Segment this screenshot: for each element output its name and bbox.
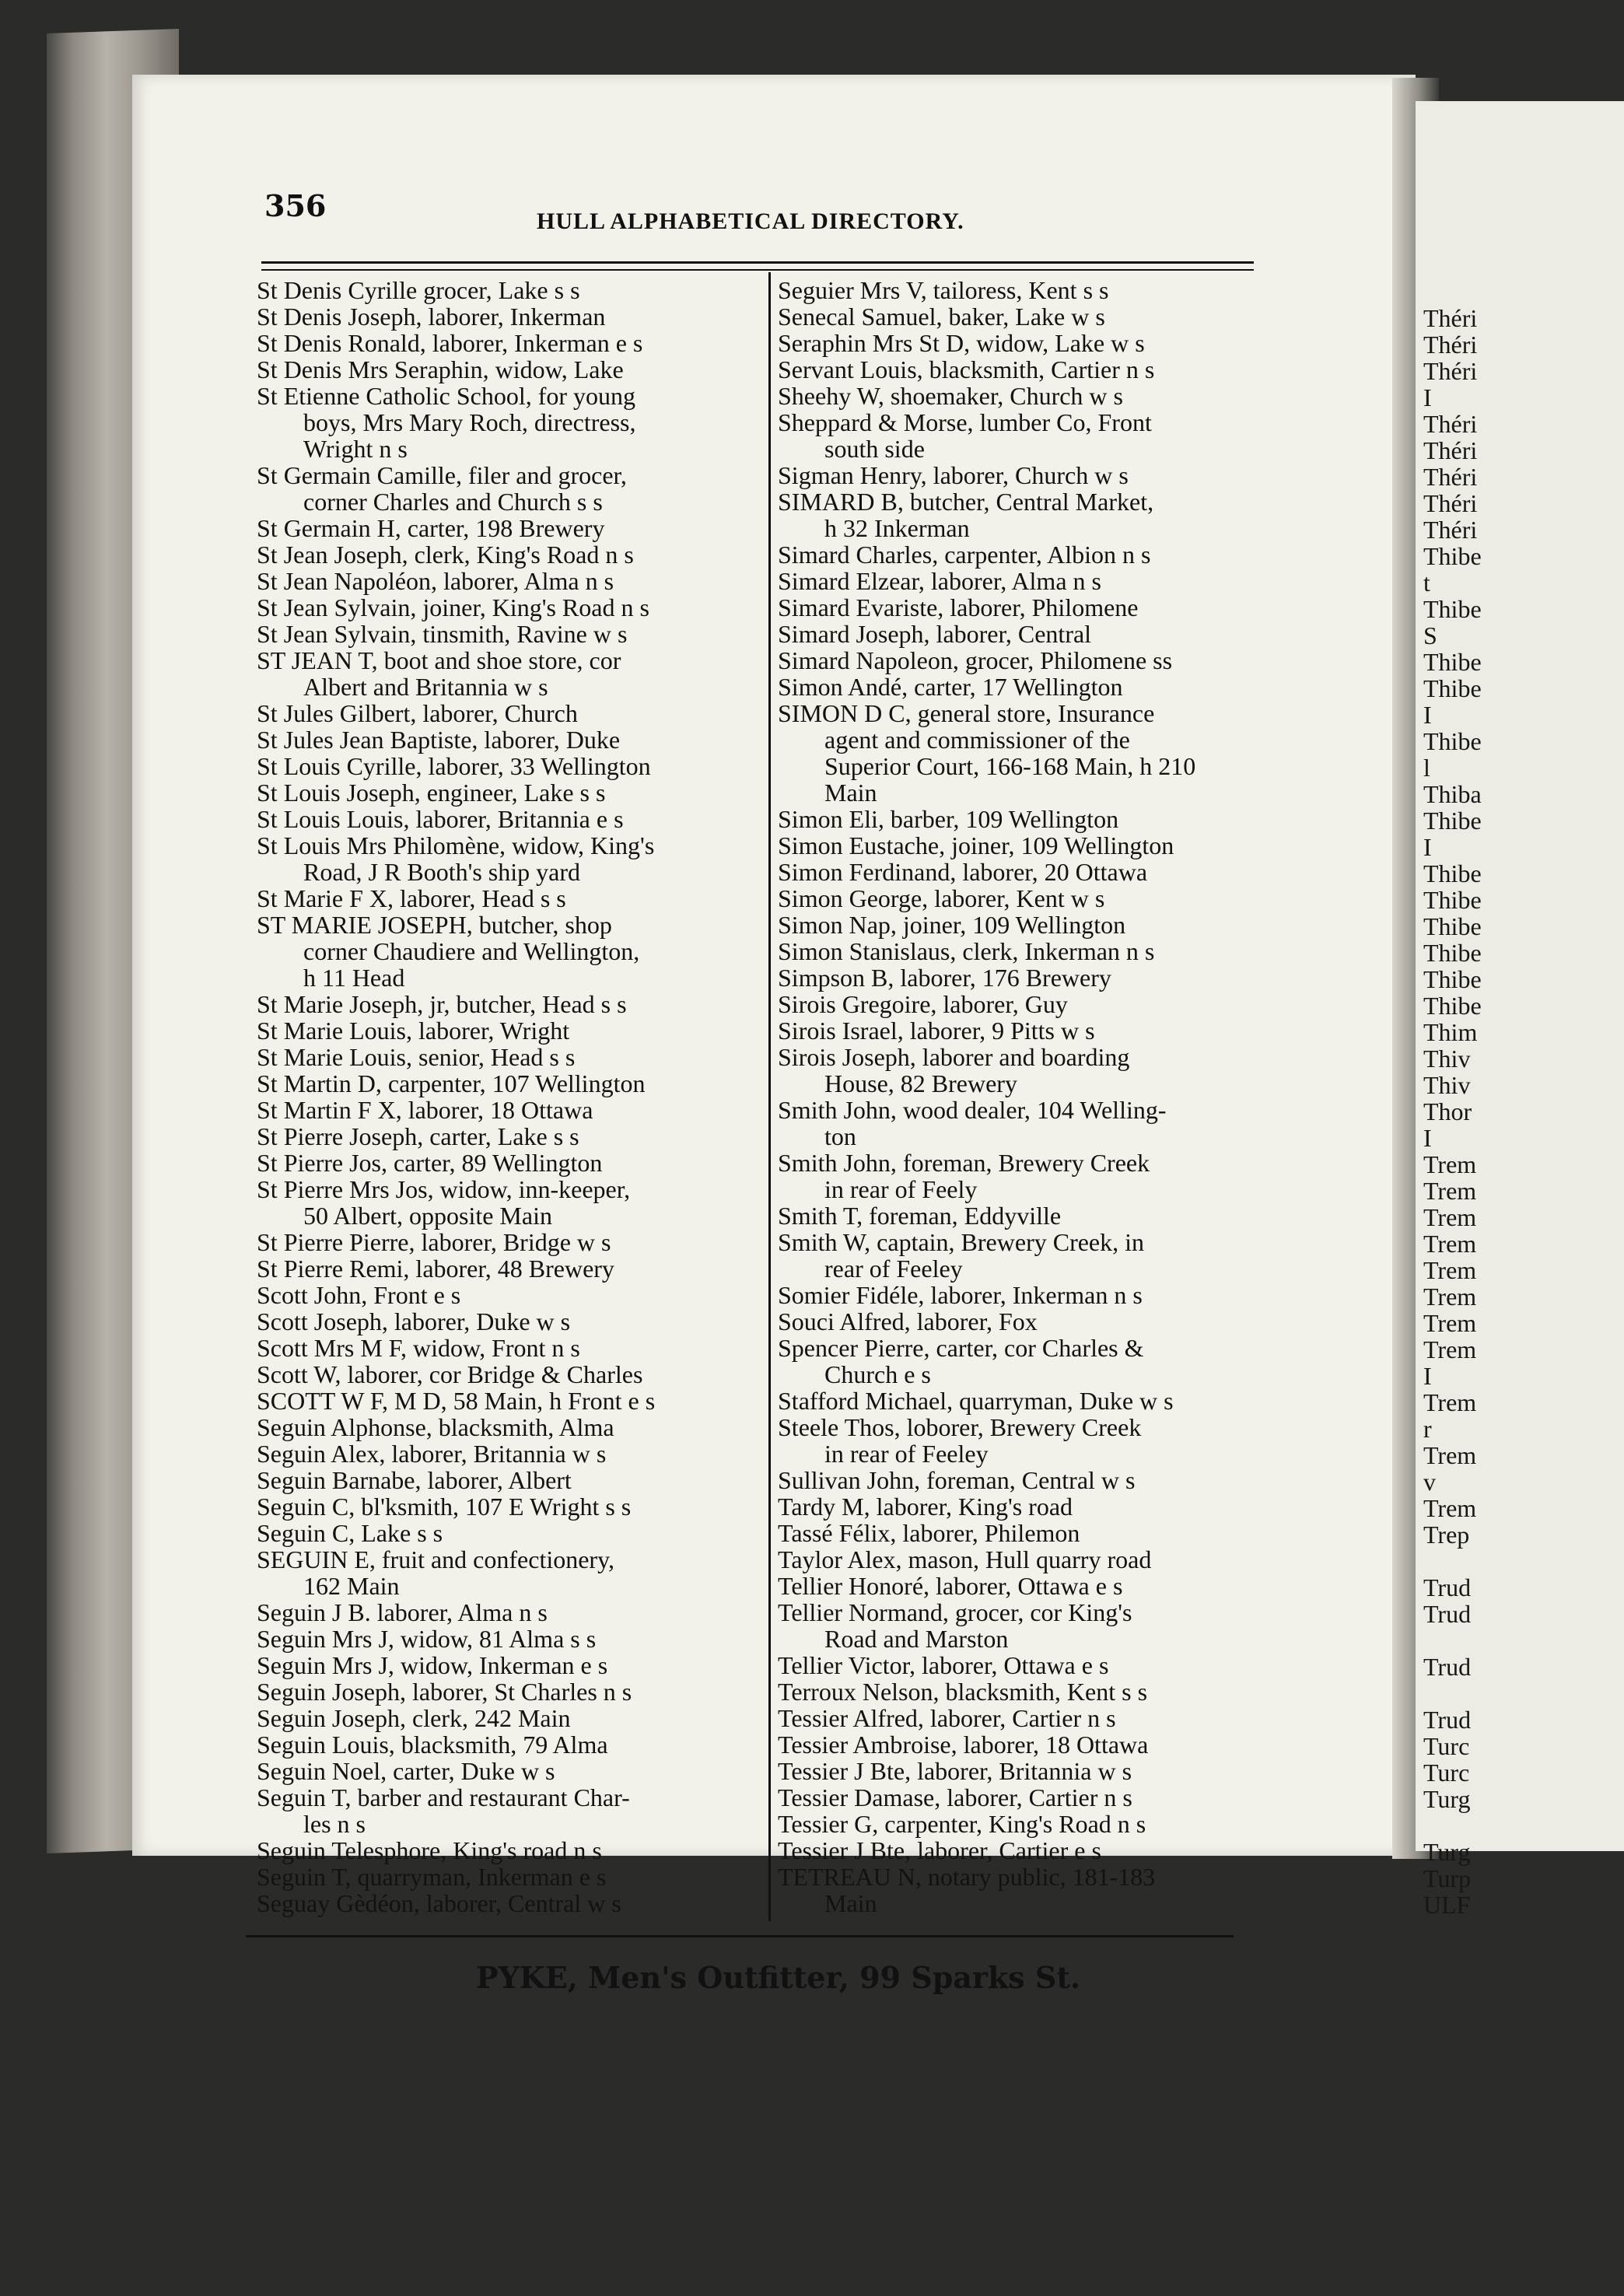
facing-page-line: I: [1423, 701, 1432, 729]
entry-text: St Germain H, carter, 198 Brewery: [257, 514, 605, 542]
entry-text: Seguin T, barber and restaurant Char-: [257, 1783, 630, 1811]
entry-text: Tessier Alfred, laborer, Cartier n s: [778, 1704, 1116, 1732]
directory-entry: [778, 1546, 1260, 1573]
facing-page-line: I: [1423, 1362, 1432, 1390]
facing-page-line: Turg: [1423, 1785, 1471, 1813]
facing-page-line: Thiv: [1423, 1071, 1471, 1099]
directory-entry: [257, 621, 754, 647]
facing-page-line: Trem: [1423, 1335, 1477, 1363]
directory-entry: [778, 1388, 1260, 1414]
entry-continuation: agent and commissioner of the: [824, 726, 1130, 754]
facing-page-line: Thibe: [1423, 542, 1482, 570]
header-rule-bottom: [261, 269, 1254, 271]
entry-text: Tassé Félix, laborer, Philemon: [778, 1519, 1080, 1547]
entry-text: Servant Louis, blacksmith, Cartier n s: [778, 355, 1155, 383]
directory-entry: [778, 1520, 1260, 1546]
directory-entry: [257, 1388, 754, 1414]
facing-page-line: Thibe: [1423, 595, 1482, 623]
facing-page-line: I: [1423, 1124, 1432, 1152]
directory-entry: [257, 912, 754, 991]
facing-page-line: Thibe: [1423, 939, 1482, 967]
entry-text: St Etienne Catholic School, for young: [257, 382, 636, 410]
entry-text: SEGUIN E, fruit and confectionery,: [257, 1545, 614, 1573]
entry-text: St Pierre Mrs Jos, widow, inn-keeper,: [257, 1175, 631, 1203]
entry-text: Taylor Alex, mason, Hull quarry road: [778, 1545, 1152, 1573]
entry-text: Seguin C, bl'ksmith, 107 E Wright s s: [257, 1493, 632, 1521]
directory-entry: [257, 832, 754, 885]
directory-entry: [778, 303, 1260, 330]
directory-entry: [778, 938, 1260, 964]
directory-entry: [778, 832, 1260, 859]
entry-text: St Martin F X, laborer, 18 Ottawa: [257, 1096, 593, 1124]
facing-page-line: Turc: [1423, 1732, 1470, 1760]
directory-entry: [257, 1546, 754, 1599]
directory-entry: [257, 1123, 754, 1150]
directory-entry: [778, 277, 1260, 303]
right-column: [778, 277, 1260, 1916]
entry-text: St Jean Joseph, clerk, King's Road n s: [257, 541, 634, 569]
facing-page-line: Turg: [1423, 1838, 1471, 1866]
entry-continuation: Wright n s: [303, 435, 408, 463]
facing-page-line: Thibe: [1423, 886, 1482, 914]
entry-text: Tessier Ambroise, laborer, 18 Ottawa: [778, 1731, 1149, 1759]
facing-page-line: [1423, 1627, 1482, 1654]
directory-entry: [778, 1017, 1260, 1044]
directory-entry: [257, 1705, 754, 1731]
entry-text: Sigman Henry, laborer, Church w s: [778, 461, 1129, 489]
directory-entry: [778, 1097, 1260, 1150]
facing-page-line: Thibe: [1423, 912, 1482, 940]
directory-entry: [778, 1150, 1260, 1202]
entry-text: St Louis Cyrille, laborer, 33 Wellington: [257, 752, 651, 780]
entry-text: Seguay Gèdéon, laborer, Central w s: [257, 1889, 621, 1917]
footer-advertisement: PYKE, Men's Outfitter, 99 Sparks St.: [476, 1960, 1081, 1995]
facing-page-line: Trep: [1423, 1521, 1470, 1549]
directory-entry: [778, 1837, 1260, 1864]
directory-entry: [257, 1150, 754, 1176]
directory-entry: [257, 1176, 754, 1229]
entry-text: Tessier J Bte, laborer, Britannia w s: [778, 1757, 1132, 1785]
entry-text: St Marie Joseph, jr, butcher, Head s s: [257, 990, 627, 1018]
entry-text: Seguin Telesphore, King's road n s: [257, 1836, 602, 1864]
entry-text: Scott John, Front e s: [257, 1281, 461, 1309]
entry-text: Seguin Louis, blacksmith, 79 Alma: [257, 1731, 608, 1759]
entry-text: Simard Napoleon, grocer, Philomene ss: [778, 646, 1173, 674]
entry-continuation: Albert and Britannia w s: [303, 673, 548, 701]
directory-entry: [778, 647, 1260, 674]
directory-entry: [778, 1229, 1260, 1282]
facing-page-line: I: [1423, 383, 1432, 411]
facing-page-line: Théri: [1423, 516, 1478, 544]
entry-text: Simard Joseph, laborer, Central: [778, 620, 1092, 648]
directory-entry: [257, 1731, 754, 1758]
facing-page-line: Thibe: [1423, 965, 1482, 993]
directory-entry: [257, 806, 754, 832]
directory-entry: [778, 859, 1260, 885]
directory-entry: [778, 409, 1260, 462]
facing-page-line: Trud: [1423, 1600, 1472, 1628]
directory-entry: [257, 1520, 754, 1546]
directory-entry: [778, 674, 1260, 700]
directory-entry: [257, 1864, 754, 1890]
directory-entry: [778, 1573, 1260, 1599]
directory-entry: [257, 1599, 754, 1626]
facing-page-line: Trem: [1423, 1203, 1477, 1231]
directory-entry: [778, 885, 1260, 912]
entry-continuation: rear of Feeley: [824, 1255, 963, 1283]
entry-continuation: in rear of Feeley: [824, 1440, 989, 1468]
facing-page-line: S: [1423, 621, 1437, 649]
directory-entry: [778, 621, 1260, 647]
directory-entry: [257, 1097, 754, 1123]
facing-page-line: Théri: [1423, 331, 1478, 359]
facing-page-line: Théri: [1423, 357, 1478, 385]
facing-page-line: Trem: [1423, 1256, 1477, 1284]
facing-page-line: Trud: [1423, 1706, 1472, 1734]
directory-entry: [778, 330, 1260, 356]
entry-text: SIMARD B, butcher, Central Market,: [778, 488, 1154, 516]
directory-entry: [257, 541, 754, 568]
directory-entry: [257, 991, 754, 1017]
entry-text: St Denis Ronald, laborer, Inkerman e s: [257, 329, 643, 357]
directory-entry: [778, 1678, 1260, 1705]
facing-page-line: Thibe: [1423, 674, 1482, 702]
entry-text: ST JEAN T, boot and shoe store, cor: [257, 646, 621, 674]
entry-text: Smith W, captain, Brewery Creek, in: [778, 1228, 1145, 1256]
directory-entry: [778, 383, 1260, 409]
entry-text: Simon Eustache, joiner, 109 Wellington: [778, 831, 1174, 859]
entry-continuation: Main: [824, 779, 877, 807]
facing-page-line: Trud: [1423, 1653, 1472, 1681]
directory-entry: [257, 885, 754, 912]
entry-continuation: corner Chaudiere and Wellington,: [303, 937, 640, 965]
entry-text: Seguin T, quarryman, Inkerman e s: [257, 1863, 607, 1891]
directory-entry: [778, 568, 1260, 594]
entry-continuation: Road and Marston: [824, 1625, 1009, 1653]
directory-entry: [778, 1202, 1260, 1229]
entry-text: Souci Alfred, laborer, Fox: [778, 1307, 1038, 1335]
directory-entry: [778, 1044, 1260, 1097]
entry-text: St Pierre Remi, laborer, 48 Brewery: [257, 1255, 614, 1283]
entry-continuation: Church e s: [824, 1360, 931, 1388]
entry-text: Seguin Joseph, laborer, St Charles n s: [257, 1678, 632, 1706]
facing-page-line: Trem: [1423, 1230, 1477, 1258]
entry-continuation: House, 82 Brewery: [824, 1069, 1017, 1097]
facing-page-line: Thiba: [1423, 780, 1482, 808]
directory-entry: [778, 1652, 1260, 1678]
directory-entry: [778, 462, 1260, 488]
entry-text: Sheehy W, shoemaker, Church w s: [778, 382, 1123, 410]
left-column: [257, 277, 754, 1916]
entry-continuation: ton: [824, 1122, 856, 1150]
directory-entry: [257, 1626, 754, 1652]
running-head: HULL ALPHABETICAL DIRECTORY.: [537, 208, 964, 234]
facing-page-line: Thibe: [1423, 992, 1482, 1020]
entry-text: St Pierre Joseph, carter, Lake s s: [257, 1122, 579, 1150]
directory-entry: [257, 1467, 754, 1493]
entry-text: Tessier J Bte, laborer, Cartier e s: [778, 1836, 1101, 1864]
entry-text: Seguin J B. laborer, Alma n s: [257, 1598, 548, 1626]
directory-entry: [778, 806, 1260, 832]
directory-entry: [778, 1599, 1260, 1652]
entry-text: Seguin Alex, laborer, Britannia w s: [257, 1440, 607, 1468]
directory-entry: [257, 1890, 754, 1916]
facing-page-line: Trud: [1423, 1573, 1472, 1601]
entry-text: SCOTT W F, M D, 58 Main, h Front e s: [257, 1387, 656, 1415]
entry-text: St Jean Sylvain, tinsmith, Ravine w s: [257, 620, 628, 648]
entry-text: St Louis Louis, laborer, Britannia e s: [257, 805, 624, 833]
directory-entry: [257, 515, 754, 541]
directory-entry: [778, 1335, 1260, 1388]
entry-text: Tellier Victor, laborer, Ottawa e s: [778, 1651, 1109, 1679]
directory-entry: [778, 1758, 1260, 1784]
facing-page-line: Thibe: [1423, 859, 1482, 887]
entry-text: Seguin C, Lake s s: [257, 1519, 443, 1547]
entry-text: Tellier Normand, grocer, cor King's: [778, 1598, 1132, 1626]
entry-text: Seguin Mrs J, widow, Inkerman e s: [257, 1651, 608, 1679]
entry-text: Seguier Mrs V, tailoress, Kent s s: [778, 276, 1109, 304]
facing-page-line: Trem: [1423, 1150, 1477, 1178]
entry-text: St Denis Joseph, laborer, Inkerman: [257, 303, 606, 331]
facing-page-line: Théri: [1423, 436, 1478, 464]
entry-text: St Jean Napoléon, laborer, Alma n s: [257, 567, 614, 595]
entry-continuation: 50 Albert, opposite Main: [303, 1202, 552, 1230]
entry-continuation: south side: [824, 435, 925, 463]
directory-entry: [257, 1758, 754, 1784]
directory-entry: [778, 1705, 1260, 1731]
entry-text: Scott W, laborer, cor Bridge & Charles: [257, 1360, 643, 1388]
directory-entry: [257, 1070, 754, 1097]
directory-entry: [257, 330, 754, 356]
entry-text: Tessier Damase, laborer, Cartier n s: [778, 1783, 1132, 1811]
directory-entry: [257, 1255, 754, 1282]
entry-text: Simon George, laborer, Kent w s: [778, 884, 1105, 912]
entry-text: Tardy M, laborer, King's road: [778, 1493, 1073, 1521]
directory-entry: [778, 541, 1260, 568]
entry-text: St Germain Camille, filer and grocer,: [257, 461, 627, 489]
entry-continuation: boys, Mrs Mary Roch, directress,: [303, 408, 636, 436]
entry-text: Simon Stanislaus, clerk, Inkerman n s: [778, 937, 1155, 965]
entry-text: Somier Fidéle, laborer, Inkerman n s: [778, 1281, 1143, 1309]
entry-text: Simon Ferdinand, laborer, 20 Ottawa: [778, 858, 1148, 886]
entry-continuation: les n s: [303, 1810, 366, 1838]
entry-continuation: 162 Main: [303, 1572, 400, 1600]
facing-page-line: [1423, 1812, 1482, 1839]
directory-entry: [257, 700, 754, 726]
directory-entry: [778, 594, 1260, 621]
entry-continuation: corner Charles and Church s s: [303, 488, 603, 516]
entry-text: St Martin D, carpenter, 107 Wellington: [257, 1069, 646, 1097]
entry-text: Seraphin Mrs St D, widow, Lake w s: [778, 329, 1145, 357]
directory-entry: [778, 1414, 1260, 1467]
entry-text: Terroux Nelson, blacksmith, Kent s s: [778, 1678, 1148, 1706]
entry-text: Senecal Samuel, baker, Lake w s: [778, 303, 1105, 331]
entry-text: St Marie F X, laborer, Head s s: [257, 884, 566, 912]
entry-text: Simard Evariste, laborer, Philomene: [778, 593, 1139, 621]
header-rule-top: [261, 261, 1254, 264]
directory-entry: [257, 1493, 754, 1520]
entry-text: Tessier G, carpenter, King's Road n s: [778, 1810, 1146, 1838]
entry-text: Seguin Alphonse, blacksmith, Alma: [257, 1413, 614, 1441]
directory-entry: [778, 700, 1260, 806]
facing-page-line: t: [1423, 569, 1430, 597]
directory-entry: [257, 1282, 754, 1308]
entry-text: Seguin Noel, carter, Duke w s: [257, 1757, 555, 1785]
facing-page-fragments: [1423, 305, 1482, 1918]
directory-entry: [257, 1678, 754, 1705]
entry-text: Sullivan John, foreman, Central w s: [778, 1466, 1136, 1494]
facing-page-line: [1423, 1680, 1482, 1706]
directory-entry: [778, 1467, 1260, 1493]
entry-continuation: h 32 Inkerman: [824, 514, 970, 542]
facing-page-line: Thor: [1423, 1097, 1472, 1125]
facing-page-line: Trem: [1423, 1177, 1477, 1205]
facing-page-line: l: [1423, 754, 1430, 782]
directory-entry: [778, 991, 1260, 1017]
entry-text: Spencer Pierre, carter, cor Charles &: [778, 1334, 1144, 1362]
directory-entry: [257, 1361, 754, 1388]
facing-page-line: Turc: [1423, 1759, 1470, 1787]
directory-entry: [257, 1440, 754, 1467]
directory-entry: [257, 1652, 754, 1678]
entry-text: St Denis Mrs Seraphin, widow, Lake: [257, 355, 624, 383]
entry-continuation: Road, J R Booth's ship yard: [303, 858, 580, 886]
facing-page-line: v: [1423, 1468, 1436, 1496]
directory-entry: [778, 1731, 1260, 1758]
facing-page-line: Thiv: [1423, 1045, 1471, 1073]
directory-entry: [257, 303, 754, 330]
directory-entry: [778, 912, 1260, 938]
entry-text: Smith John, wood dealer, 104 Welling-: [778, 1096, 1167, 1124]
entry-text: Tellier Honoré, laborer, Ottawa e s: [778, 1572, 1123, 1600]
facing-page-line: Turp: [1423, 1864, 1472, 1892]
facing-page-line: Thim: [1423, 1018, 1478, 1046]
directory-entry: [778, 488, 1260, 541]
page-number: 356: [264, 188, 327, 223]
facing-page-line: Thibe: [1423, 727, 1482, 755]
facing-page-line: Trem: [1423, 1494, 1477, 1522]
directory-entry: [778, 1811, 1260, 1837]
entry-text: Simon Eli, barber, 109 Wellington: [778, 805, 1119, 833]
entry-text: St Jules Gilbert, laborer, Church: [257, 699, 578, 727]
entry-text: Smith T, foreman, Eddyville: [778, 1202, 1062, 1230]
entry-text: Simard Elzear, laborer, Alma n s: [778, 567, 1101, 595]
entry-text: St Louis Joseph, engineer, Lake s s: [257, 779, 606, 807]
entry-text: Seguin Joseph, clerk, 242 Main: [257, 1704, 571, 1732]
entry-text: Simpson B, laborer, 176 Brewery: [778, 964, 1111, 992]
facing-page-line: [1423, 1548, 1482, 1574]
entry-text: Seguin Mrs J, widow, 81 Alma s s: [257, 1625, 597, 1653]
entry-text: Seguin Barnabe, laborer, Albert: [257, 1466, 572, 1494]
entry-text: Simard Charles, carpenter, Albion n s: [778, 541, 1151, 569]
entry-text: Sirois Joseph, laborer and boarding: [778, 1043, 1130, 1071]
facing-page-line: Trem: [1423, 1283, 1477, 1311]
facing-page-line: I: [1423, 833, 1432, 861]
entry-text: Smith John, foreman, Brewery Creek: [778, 1149, 1150, 1177]
entry-text: ST MARIE JOSEPH, butcher, shop: [257, 911, 612, 939]
directory-entry: [778, 1864, 1260, 1916]
directory-entry: [257, 594, 754, 621]
entry-text: St Jules Jean Baptiste, laborer, Duke: [257, 726, 621, 754]
facing-page-line: Théri: [1423, 489, 1478, 517]
entry-text: Sirois Gregoire, laborer, Guy: [778, 990, 1068, 1018]
directory-entry: [257, 1308, 754, 1335]
directory-entry: [257, 779, 754, 806]
entry-text: SIMON D C, general store, Insurance: [778, 699, 1155, 727]
directory-entry: [257, 277, 754, 303]
facing-page-line: Théri: [1423, 410, 1478, 438]
directory-entry: [257, 568, 754, 594]
entry-text: Stafford Michael, quarryman, Duke w s: [778, 1387, 1174, 1415]
facing-page-line: Trem: [1423, 1388, 1477, 1416]
directory-entry: [778, 964, 1260, 991]
facing-page-line: Théri: [1423, 304, 1478, 332]
directory-entry: [257, 1017, 754, 1044]
entry-text: St Louis Mrs Philomène, widow, King's: [257, 831, 655, 859]
directory-entry: [778, 356, 1260, 383]
facing-page-line: r: [1423, 1415, 1432, 1443]
directory-entry: [257, 1837, 754, 1864]
facing-page-line: Théri: [1423, 463, 1478, 491]
entry-text: St Denis Cyrille grocer, Lake s s: [257, 276, 580, 304]
directory-entry: [778, 1493, 1260, 1520]
directory-entry: [257, 1044, 754, 1070]
directory-entry: [257, 726, 754, 753]
directory-entry: [257, 1414, 754, 1440]
entry-text: TETREAU N, notary public, 181-183: [778, 1863, 1156, 1891]
entry-text: St Pierre Pierre, laborer, Bridge w s: [257, 1228, 611, 1256]
footer-rule: [246, 1935, 1234, 1937]
entry-text: St Pierre Jos, carter, 89 Wellington: [257, 1149, 603, 1177]
directory-entry: [257, 647, 754, 700]
directory-entry: [257, 383, 754, 462]
facing-page-line: Trem: [1423, 1309, 1477, 1337]
directory-entry: [778, 1282, 1260, 1308]
entry-continuation: h 11 Head: [303, 964, 405, 992]
entry-continuation: Superior Court, 166-168 Main, h 210: [824, 752, 1196, 780]
entry-text: Simon Nap, joiner, 109 Wellington: [778, 911, 1126, 939]
facing-page-line: Thibe: [1423, 807, 1482, 835]
facing-page-line: Thibe: [1423, 648, 1482, 676]
directory-entry: [257, 1784, 754, 1837]
column-divider: [768, 272, 771, 1921]
directory-entry: [257, 356, 754, 383]
directory-entry: [257, 753, 754, 779]
entry-text: St Marie Louis, senior, Head s s: [257, 1043, 576, 1071]
directory-entry: [257, 1335, 754, 1361]
entry-text: Scott Mrs M F, widow, Front n s: [257, 1334, 580, 1362]
directory-entry: [257, 1229, 754, 1255]
directory-entry: [778, 1784, 1260, 1811]
entry-text: Scott Joseph, laborer, Duke w s: [257, 1307, 571, 1335]
facing-page-line: Trem: [1423, 1441, 1477, 1469]
entry-continuation: Main: [824, 1889, 877, 1917]
entry-text: St Jean Sylvain, joiner, King's Road n s: [257, 593, 649, 621]
entry-continuation: in rear of Feely: [824, 1175, 978, 1203]
entry-text: Sheppard & Morse, lumber Co, Front: [778, 408, 1152, 436]
entry-text: Simon Andé, carter, 17 Wellington: [778, 673, 1123, 701]
entry-text: Steele Thos, loborer, Brewery Creek: [778, 1413, 1142, 1441]
directory-entry: [778, 1308, 1260, 1335]
directory-entry: [257, 462, 754, 515]
facing-page-line: ULF: [1423, 1891, 1471, 1919]
entry-text: St Marie Louis, laborer, Wright: [257, 1017, 570, 1045]
entry-text: Sirois Israel, laborer, 9 Pitts w s: [778, 1017, 1095, 1045]
